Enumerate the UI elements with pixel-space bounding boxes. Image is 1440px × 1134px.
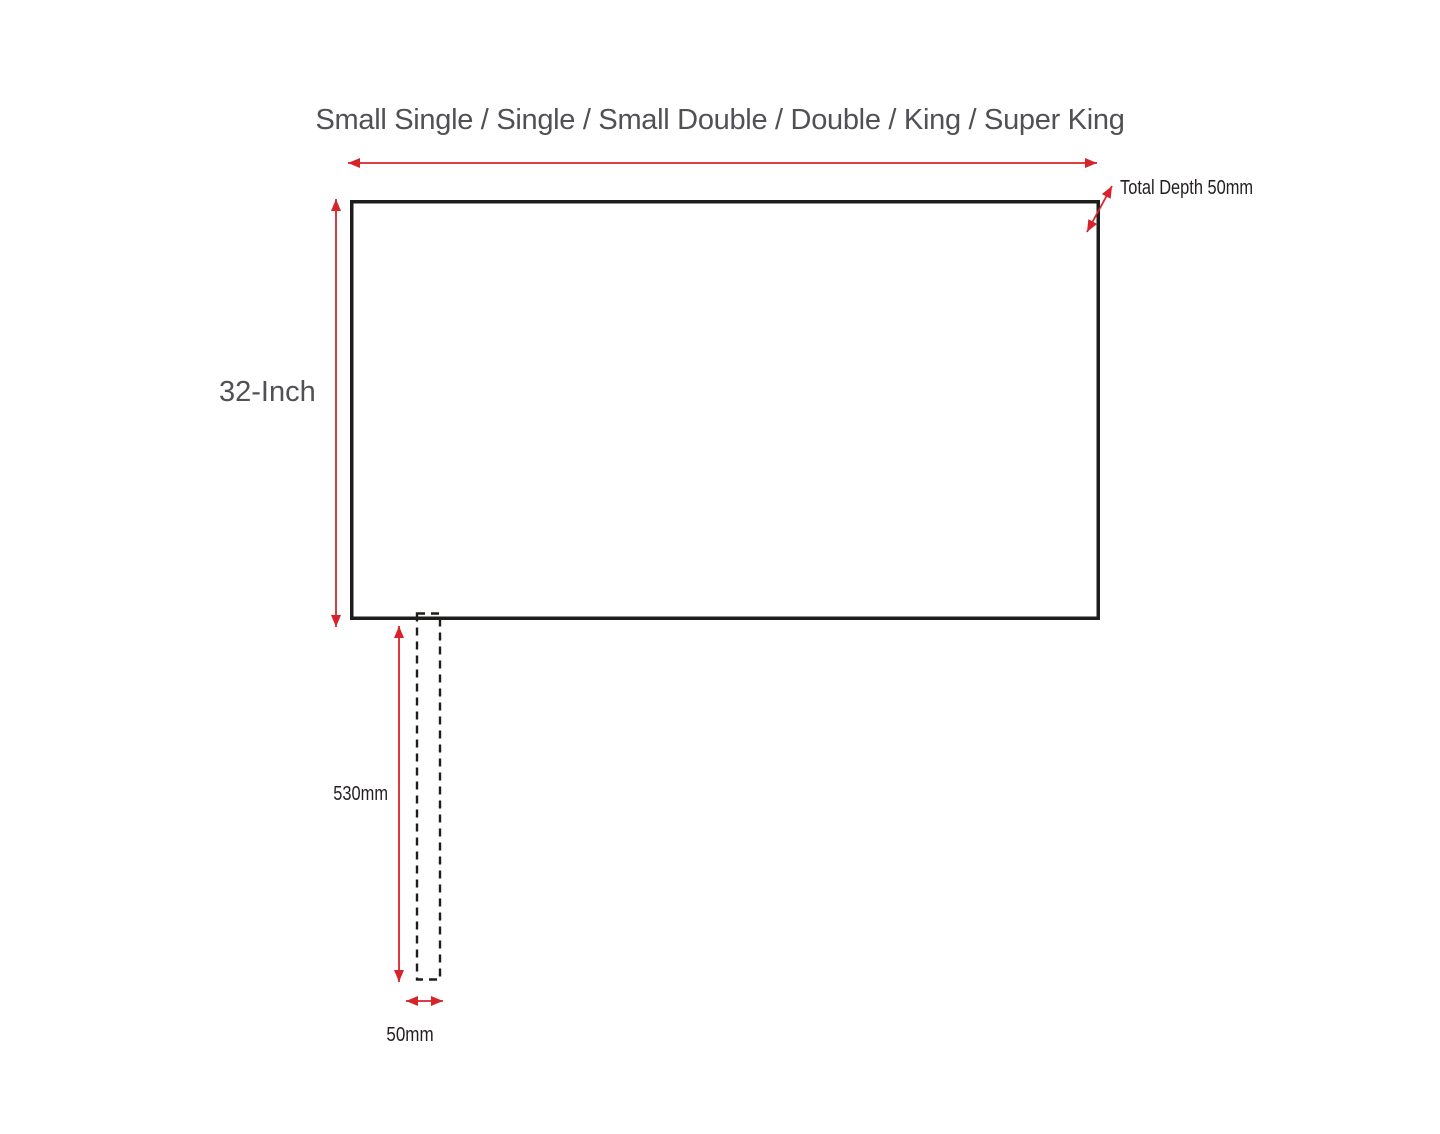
panel-height-label: 32-Inch xyxy=(219,376,316,408)
leg-width-label: 50mm xyxy=(386,1024,434,1046)
leg-length-label: 530mm xyxy=(333,783,388,805)
leg-outline xyxy=(417,614,440,980)
panel-depth-label: Total Depth 50mm xyxy=(1120,177,1254,199)
diagram-title: Small Single / Single / Small Double / Double / King / Super King xyxy=(315,104,1125,136)
panel-outline xyxy=(352,202,1099,619)
